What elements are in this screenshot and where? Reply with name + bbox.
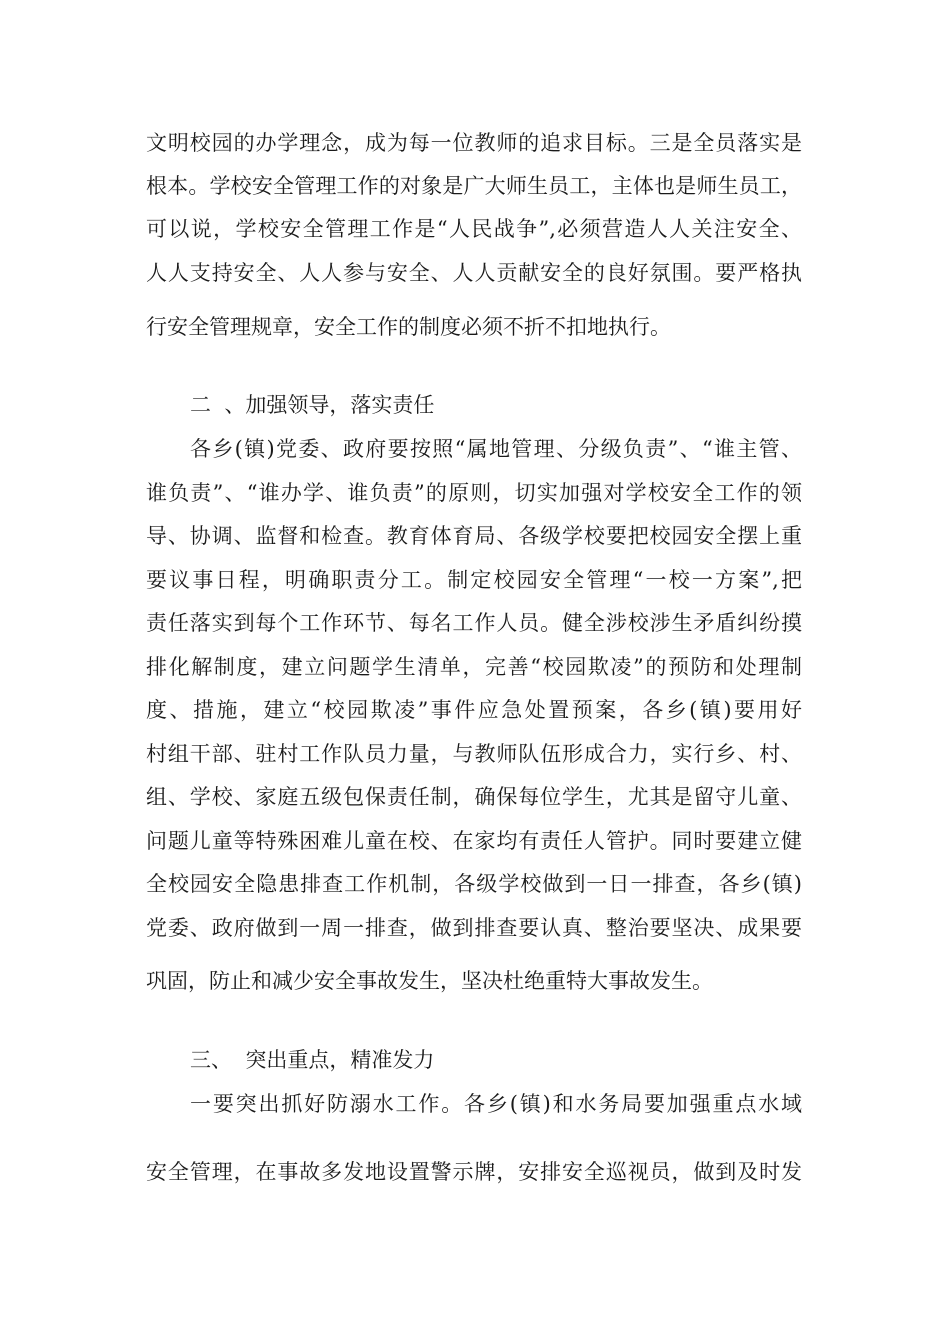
paragraph-2-line-3: 导、协调、监督和检查。教育体育局、各级学校要把校园安全摆上重: [146, 524, 802, 548]
paragraph-2-line-1: 各乡(镇)党委、政府要按照“属地管理、分级负责”、“谁主管、: [190, 437, 802, 461]
paragraph-3-line-1: 一要突出抓好防溺水工作。各乡(镇)和水务局要加强重点水域: [190, 1092, 802, 1116]
paragraph-2-line-12: 党委、政府做到一周一排查，做到排查要认真、整治要坚决、成果要: [146, 916, 802, 940]
paragraph-1-line-1: 文明校园的办学理念，成为每一位教师的追求目标。三是全员落实是: [146, 131, 802, 155]
paragraph-2-line-6: 排化解制度，建立问题学生清单，完善“校园欺凌”的预防和处理制: [146, 655, 802, 679]
paragraph-1-line-2: 根本。学校安全管理工作的对象是广大师生员工，主体也是师生员工，: [146, 174, 802, 198]
paragraph-1-line-4: 人人支持安全、人人参与安全、人人贡献安全的良好氛围。要严格执: [146, 261, 802, 285]
section-heading-2: 二 、加强领导，落实责任: [190, 393, 435, 417]
paragraph-3-line-2: 安全管理，在事故多发地设置警示牌，安排安全巡视员，做到及时发: [146, 1160, 802, 1184]
paragraph-2-line-7: 度、措施，建立“校园欺凌”事件应急处置预案，各乡(镇)要用好: [146, 698, 802, 722]
paragraph-2-line-4: 要议事日程，明确职责分工。制定校园安全管理“一校一方案”,把: [146, 568, 802, 592]
section-heading-3: 三、 突出重点，精准发力: [190, 1048, 435, 1072]
paragraph-2-line-5: 责任落实到每个工作环节、每名工作人员。健全涉校涉生矛盾纠纷摸: [146, 611, 802, 635]
paragraph-1-line-5: 行安全管理规章，安全工作的制度必须不折不扣地执行。: [146, 315, 671, 339]
paragraph-2-line-8: 村组干部、驻村工作队员力量，与教师队伍形成合力，实行乡、村、: [146, 742, 802, 766]
paragraph-2-line-9: 组、学校、家庭五级包保责任制，确保每位学生，尤其是留守儿童、: [146, 785, 802, 809]
paragraph-2-line-10: 问题儿童等特殊困难儿童在校、在家均有责任人管护。同时要建立健: [146, 829, 802, 853]
paragraph-2-line-13: 巩固，防止和减少安全事故发生，坚决杜绝重特大事故发生。: [146, 969, 713, 993]
paragraph-2-line-11: 全校园安全隐患排查工作机制，各级学校做到一日一排查，各乡(镇): [146, 872, 802, 896]
paragraph-2-line-2: 谁负责”、“谁办学、谁负责”的原则，切实加强对学校安全工作的领: [146, 481, 802, 505]
paragraph-1-line-3: 可以说，学校安全管理工作是“人民战争”,必须营造人人关注安全、: [146, 217, 802, 241]
